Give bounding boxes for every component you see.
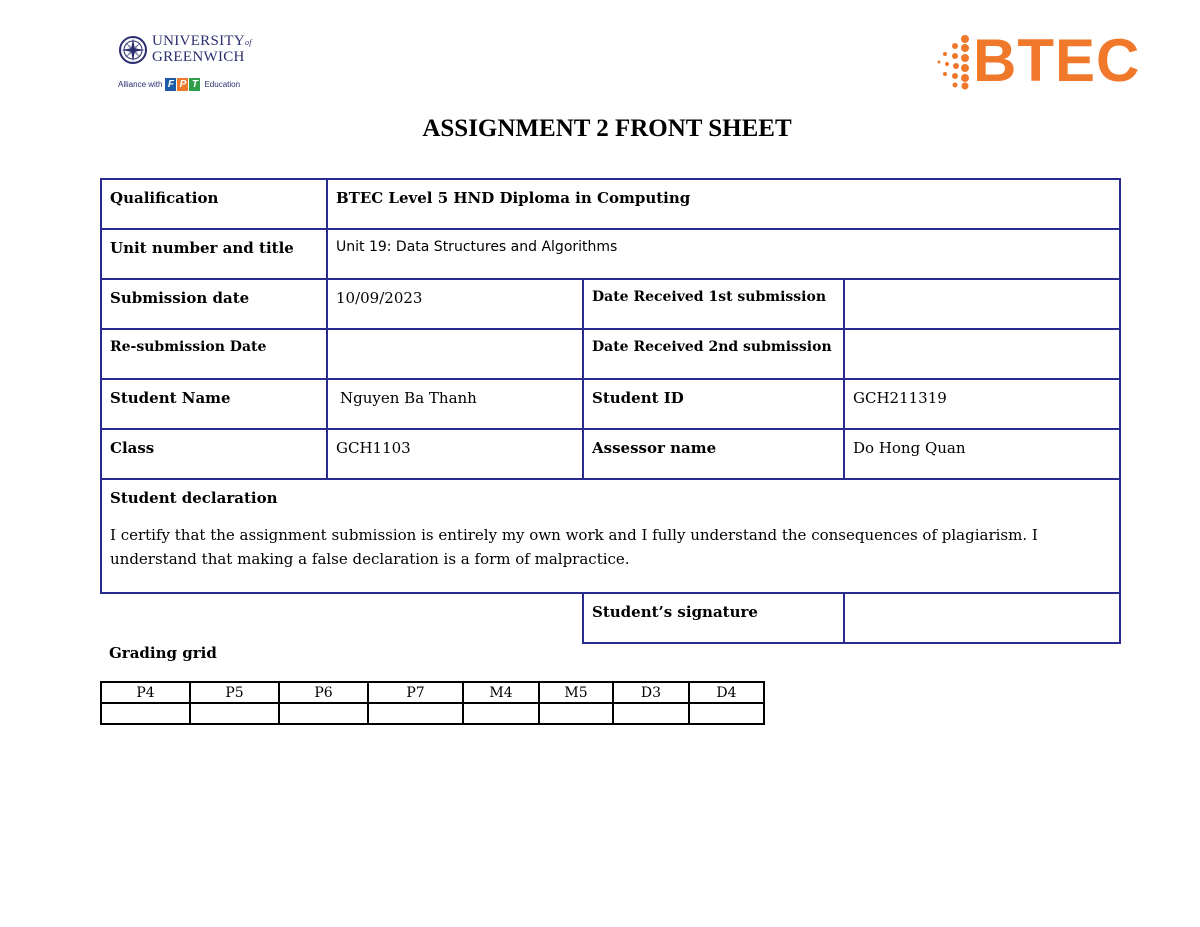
submission-row — [101, 279, 1120, 329]
student-name-label: Student Name — [101, 379, 327, 429]
front-sheet-table — [100, 178, 1121, 644]
resubmission-date-value[interactable] — [327, 329, 583, 379]
signature-value[interactable] — [844, 593, 1120, 643]
date-received-1-value[interactable] — [844, 279, 1120, 329]
fpt-logo: F P T — [165, 78, 201, 91]
grade-header-d4: D4 — [689, 682, 764, 703]
btec-logo — [935, 27, 1141, 94]
grade-cell-m4[interactable] — [463, 703, 539, 724]
signature-row — [101, 593, 1120, 643]
qualification-label: Qualification — [101, 179, 327, 229]
class-value[interactable]: GCH1103 — [327, 429, 583, 479]
grade-header-d3: D3 — [613, 682, 689, 703]
compass-seal-icon — [118, 35, 148, 65]
grade-header-p6: P6 — [279, 682, 368, 703]
student-id-label: Student ID — [583, 379, 844, 429]
unit-value: Unit 19: Data Structures and Algorithms — [327, 229, 1120, 279]
student-declaration — [101, 479, 1120, 593]
student-row — [101, 379, 1120, 429]
grade-cell-p6[interactable] — [279, 703, 368, 724]
unit-label: Unit number and title — [101, 229, 327, 279]
grading-grid-title: Grading grid — [109, 644, 217, 662]
date-received-2-value[interactable] — [844, 329, 1120, 379]
grading-grid — [100, 681, 765, 725]
university-of-greenwich-logo — [118, 33, 258, 95]
student-id-value[interactable]: GCH211319 — [844, 379, 1120, 429]
assessor-name-value[interactable]: Do Hong Quan — [844, 429, 1120, 479]
qualification-row — [101, 179, 1120, 229]
date-received-1-label: Date Received 1st submission — [583, 279, 844, 329]
declaration-title: Student declaration — [110, 489, 278, 507]
date-received-2-label: Date Received 2nd submission — [583, 329, 844, 379]
grading-value-row — [101, 703, 764, 724]
grade-header-m4: M4 — [463, 682, 539, 703]
assessor-name-label: Assessor name — [583, 429, 844, 479]
grade-header-p7: P7 — [368, 682, 463, 703]
qualification-value: BTEC Level 5 HND Diploma in Computing — [327, 179, 1120, 229]
signature-label: Student’s signature — [583, 593, 844, 643]
unit-row — [101, 229, 1120, 279]
declaration-row — [101, 479, 1120, 593]
grade-cell-p4[interactable] — [101, 703, 190, 724]
resubmission-row — [101, 329, 1120, 379]
declaration-text: I certify that the assignment submission is entirely my own work and I fully understand the consequences of plagiarism. I understand that making a false declaration is a form of malpractice. — [110, 526, 1038, 568]
btec-wordmark: BTEC — [973, 27, 1141, 94]
submission-date-label: Submission date — [101, 279, 327, 329]
grade-cell-d3[interactable] — [613, 703, 689, 724]
page-title: ASSIGNMENT 2 FRONT SHEET — [422, 115, 792, 142]
grade-header-m5: M5 — [539, 682, 613, 703]
class-label: Class — [101, 429, 327, 479]
grading-header-row — [101, 682, 764, 703]
grade-cell-m5[interactable] — [539, 703, 613, 724]
grade-cell-d4[interactable] — [689, 703, 764, 724]
resubmission-date-label: Re-submission Date — [101, 329, 327, 379]
grade-header-p5: P5 — [190, 682, 279, 703]
student-name-value[interactable]: Nguyen Ba Thanh — [327, 379, 583, 429]
class-row — [101, 429, 1120, 479]
submission-date-value[interactable]: 10/09/2023 — [327, 279, 583, 329]
alliance-fpt-line: Alliance with F P T Education — [118, 79, 241, 90]
university-name: UNIVERSITYof GREENWICH — [152, 33, 252, 65]
grade-cell-p5[interactable] — [190, 703, 279, 724]
signature-spacer — [101, 593, 583, 643]
grade-header-p4: P4 — [101, 682, 190, 703]
btec-dots-icon — [935, 34, 975, 90]
grade-cell-p7[interactable] — [368, 703, 463, 724]
